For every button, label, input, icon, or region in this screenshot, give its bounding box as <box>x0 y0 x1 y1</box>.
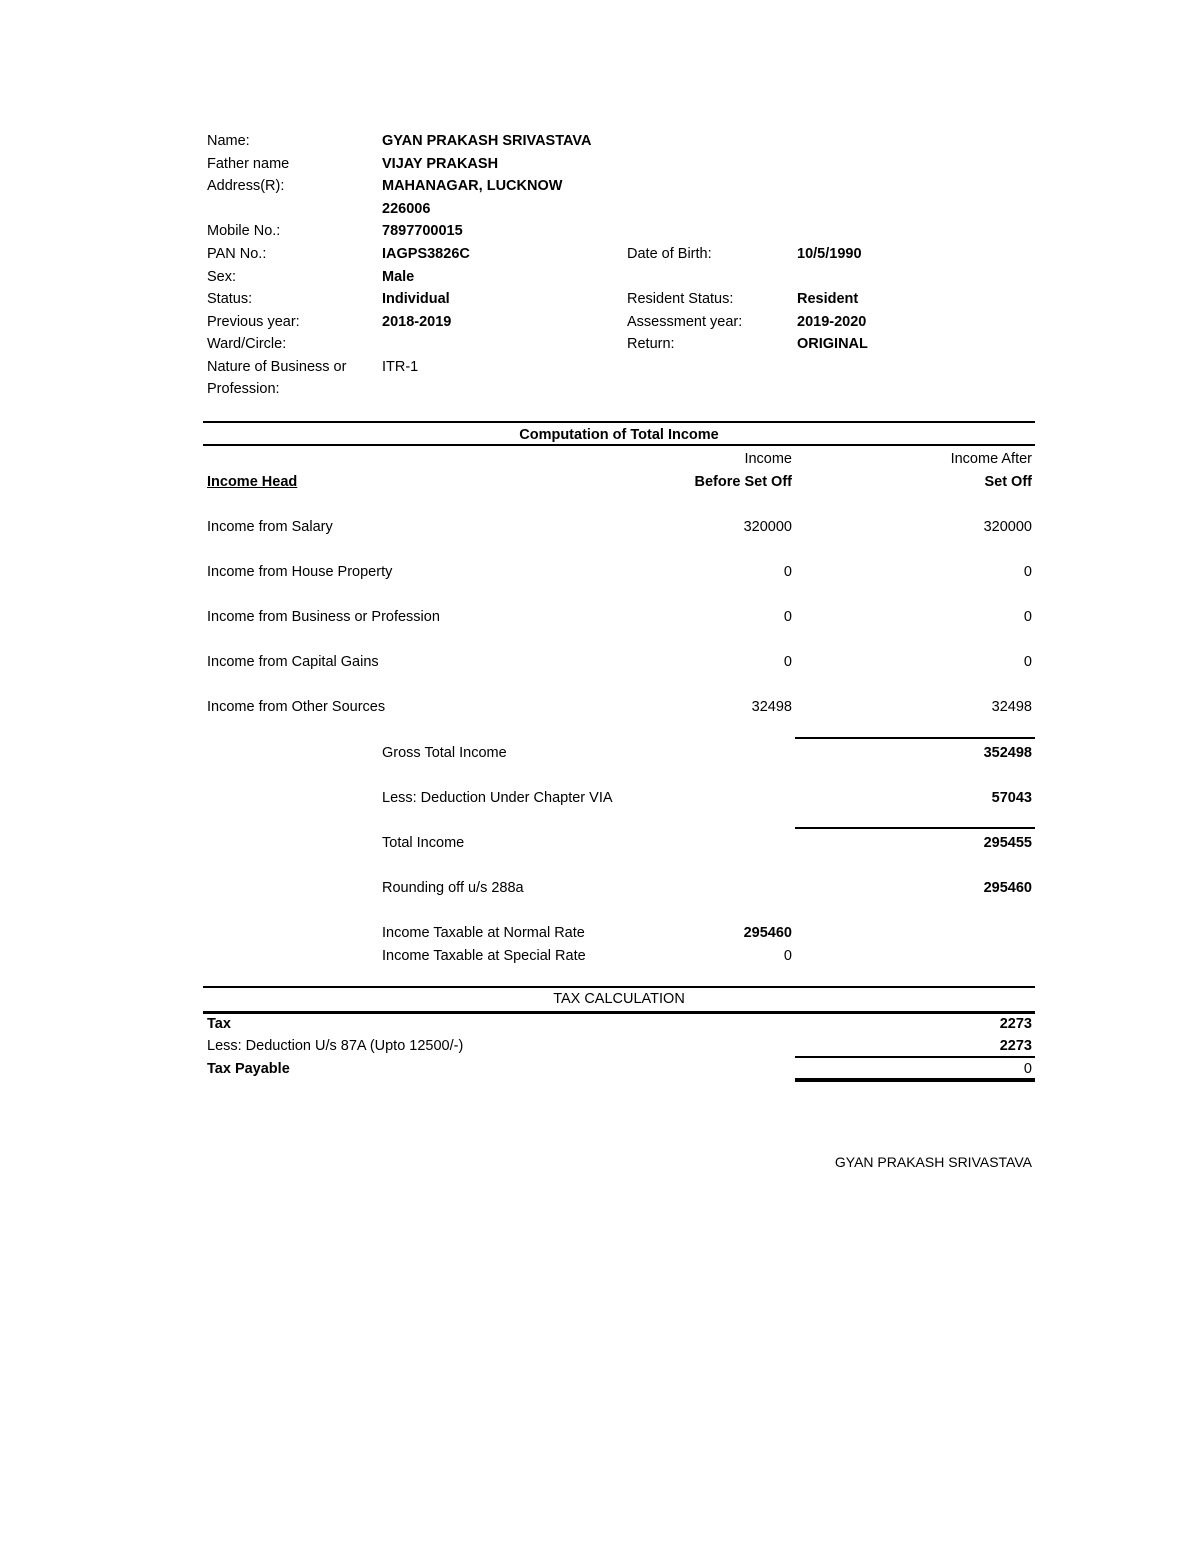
income-row-after: 32498 <box>991 699 1032 715</box>
assessment-year-label: Assessment year: <box>627 314 743 330</box>
address-label: Address(R): <box>207 178 285 194</box>
nature-label-line2: Profession: <box>207 381 280 397</box>
col-after-header-2: Set Off <box>984 474 1032 490</box>
nature-value: ITR-1 <box>382 359 419 375</box>
deduction-label: Less: Deduction Under Chapter VIA <box>382 790 613 806</box>
sex-value: Male <box>382 269 415 285</box>
income-row-after: 0 <box>1023 654 1032 670</box>
income-row-label: Income from Salary <box>207 519 333 535</box>
tax-value: 2273 <box>999 1016 1032 1032</box>
col-before-header-2: Before Set Off <box>694 474 792 490</box>
tax-calculation-title: TAX CALCULATION <box>553 991 685 1007</box>
previous-year-label: Previous year: <box>207 314 300 330</box>
rebate-value: 2273 <box>999 1038 1032 1054</box>
normal-rate-value: 295460 <box>743 925 792 941</box>
previous-year-value: 2018-2019 <box>382 314 452 330</box>
name-value: GYAN PRAKASH SRIVASTAVA <box>382 133 592 149</box>
title-bottom-rule <box>203 444 1035 446</box>
income-row-after: 0 <box>1023 609 1032 625</box>
mobile-label: Mobile No.: <box>207 223 281 239</box>
return-value: ORIGINAL <box>797 336 868 352</box>
income-row-label: Income from Business or Profession <box>207 609 440 625</box>
income-head-header: Income Head <box>207 474 298 490</box>
tax-payable-value: 0 <box>1023 1061 1032 1077</box>
computation-title: Computation of Total Income <box>519 427 719 443</box>
income-row-before: 0 <box>783 654 792 670</box>
address-line2: 226006 <box>382 201 431 217</box>
col-before-header-1: Income <box>744 451 792 467</box>
gross-total-label: Gross Total Income <box>382 745 507 761</box>
signature-name: GYAN PRAKASH SRIVASTAVA <box>834 1154 1032 1170</box>
pan-label: PAN No.: <box>207 246 267 262</box>
tax-title-rule <box>203 1011 1035 1014</box>
total-income-value: 295455 <box>983 835 1032 851</box>
father-value: VIJAY PRAKASH <box>382 156 499 172</box>
deduction-value: 57043 <box>991 790 1032 806</box>
normal-rate-label: Income Taxable at Normal Rate <box>382 925 585 941</box>
total-income-rule <box>795 827 1035 829</box>
resident-status-value: Resident <box>797 291 859 307</box>
status-label: Status: <box>207 291 253 307</box>
rounding-value: 295460 <box>983 880 1032 896</box>
status-value: Individual <box>382 291 450 307</box>
rounding-label: Rounding off u/s 288a <box>382 880 524 896</box>
section-top-rule <box>203 421 1035 423</box>
nature-label-line1: Nature of Business or <box>207 359 347 375</box>
rebate-label: Less: Deduction U/s 87A (Upto 12500/-) <box>207 1038 464 1054</box>
father-label: Father name <box>207 156 290 172</box>
gross-total-rule <box>795 737 1035 739</box>
income-row-label: Income from House Property <box>207 564 393 580</box>
income-row-label: Income from Capital Gains <box>207 654 379 670</box>
ward-circle-label: Ward/Circle: <box>207 336 287 352</box>
name-label: Name: <box>207 133 250 149</box>
income-row-before: 32498 <box>751 699 792 715</box>
dob-value: 10/5/1990 <box>797 246 862 262</box>
income-row-label: Income from Other Sources <box>207 699 386 715</box>
tax-payable-double-rule <box>795 1078 1035 1082</box>
resident-status-label: Resident Status: <box>627 291 734 307</box>
total-income-label: Total Income <box>382 835 465 851</box>
rebate-rule <box>795 1056 1035 1058</box>
tax-top-rule <box>203 986 1035 988</box>
income-row-before: 0 <box>783 609 792 625</box>
income-row-after: 0 <box>1023 564 1032 580</box>
mobile-value: 7897700015 <box>382 223 463 239</box>
assessment-year-value: 2019-2020 <box>797 314 867 330</box>
income-row-before: 320000 <box>743 519 792 535</box>
income-row-after: 320000 <box>983 519 1032 535</box>
pan-value: IAGPS3826C <box>382 246 470 262</box>
return-label: Return: <box>627 336 675 352</box>
special-rate-label: Income Taxable at Special Rate <box>382 948 586 964</box>
tax-label: Tax <box>207 1016 231 1032</box>
gross-total-value: 352498 <box>983 745 1032 761</box>
col-after-header-1: Income After <box>950 451 1032 467</box>
address-line1: MAHANAGAR, LUCKNOW <box>382 178 563 194</box>
tax-payable-label: Tax Payable <box>207 1061 290 1077</box>
dob-label: Date of Birth: <box>627 246 712 262</box>
special-rate-value: 0 <box>783 948 792 964</box>
sex-label: Sex: <box>207 269 237 285</box>
income-row-before: 0 <box>783 564 792 580</box>
